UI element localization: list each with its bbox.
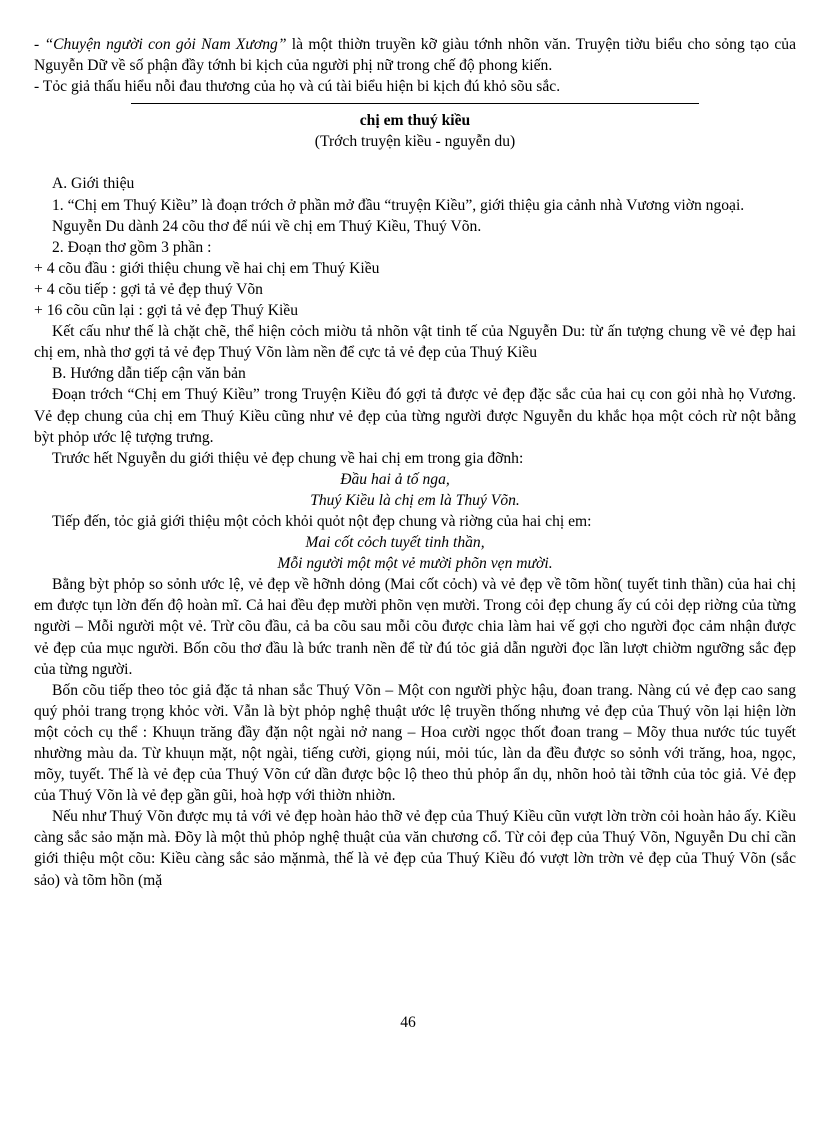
verse-1-line-2: Thuý Kiều là chị em là Thuý Võn.	[310, 491, 520, 509]
paragraph-b4: Bằng bỳt phỏp so sỏnh ước lệ, vẻ đẹp về hỡnh dỏng (Mai cốt cỏch) và vẻ đẹp về tõm hồn( tuyết tinh thần) của hai chị em được tụn lờn đến độ hoàn mĩ. Cả hai đều đẹp mười phõn vẹn mười. Trong cỏi đẹp chung ấy cú cỏi dẹp riờng của từng người – Mỗi người một vẻ. Trừ cõu đầu, cả ba cõu sau mỗi cõu được chia làm hai vế gợi cho người đọc cảm nhận được vẻ đẹp của mục người. Bốn cõu thơ đầu là bức tranh nền để từ đú tỏc giả dẫn người đọc lần lượt chiờm ngưỡng sắc đẹp của từng người.	[34, 576, 796, 678]
list-item-a2-1: + 4 cõu đầu : giới thiệu chung về hai chị em Thuý Kiều	[34, 259, 380, 277]
paragraph-a1: 1. “Chị em Thuý Kiều” là đoạn trớch ở phần mở đầu “truyện Kiều”, giới thiệu gia cảnh nhà Vương viờn ngoại.	[52, 196, 745, 214]
section-divider	[131, 103, 699, 104]
list-item-a2-2: + 4 cõu tiếp : gợi tả vẻ đẹp thuý Võn	[34, 280, 263, 298]
intro-dash: -	[34, 36, 45, 53]
heading-b: B. Hướng dẫn tiếp cận văn bản	[52, 365, 246, 383]
heading-a: A. Giới thiệu	[52, 175, 135, 193]
paragraph-b3: Tiếp đến, tỏc giả giới thiệu một cỏch khỏi quỏt nột đẹp chung và riờng của hai chị em:	[52, 512, 592, 530]
verse-1-line-1: Đầu hai ả tố nga,	[340, 470, 450, 488]
paragraph-b5: Bốn cõu tiếp theo tỏc giả đặc tả nhan sắc Thuý Võn – Một con người phỳc hậu, đoan trang. Nàng cú vẻ đẹp cao sang quý phỏi trang trọng khỏc vời. Vẫn là bỳt phỏp nghệ thuật ước lệ truyền thống nhưng vẻ đẹp của Thuý võn lại hiện lờn một cỏch cụ thể : Khuụn trăng đầy đặn nột ngài nở nang – Hoa cười ngọc thốt đoan trang – Mõy thua nước túc tuyết nhường màu da. Từ khuụn mặt, nột ngài, tiếng cười, giọng núi, mỏi túc, làn da đều được so sỏnh với trăng, hoa, ngọc, mõy, tuyết. Thế là vẻ đẹp của Thuý Võn cứ dần được bộc lộ theo thủ phỏp ẩn dụ, nhõn hoỏ tài tỡnh của tỏc giả. Vẻ đẹp của Thuý Võn là vẻ đẹp gần gũi, hoà hợp với thiờn nhiờn.	[34, 681, 796, 805]
intro-paragraph-2: - Tỏc giả thấu hiểu nỗi đau thương của họ và cú tài biểu hiện bi kịch đú khỏ sõu sắc.	[34, 78, 561, 96]
verse-2-line-2: Mỗi người một một vẻ mười phõn vẹn mười.	[277, 555, 553, 573]
paragraph-a2: 2. Đoạn thơ gồm 3 phần :	[52, 238, 212, 256]
section-title: chị em thuý kiều	[359, 112, 471, 130]
intro-paragraph-1	[34, 34, 796, 76]
section-subtitle: (Trớch truyện kiều - nguyễn du)	[314, 133, 516, 151]
paragraph-b2: Trước hết Nguyễn du giới thiệu vẻ đẹp chung về hai chị em trong gia đỡnh:	[52, 449, 524, 467]
intro-paragraph-1-text: là một thiờn truyền kỡ giàu tớnh nhõn văn. Truyện tiờu biểu cho sỏng tạo của Nguyễn Dữ về số phận đầy tớnh bi kịch của người phị nữ trong chế độ phong kiến.	[34, 36, 797, 75]
paragraph-a3: Kết cấu như thế là chặt chẽ, thể hiện cỏch miờu tả nhõn vật tinh tế của Nguyễn Du: từ ấn tượng chung về vẻ đẹp hai chị em, nhà thơ gợi tả vẻ đẹp Thuý Võn làm nền để cực tả vẻ đẹp của Thuý Kiều	[34, 323, 796, 362]
spacer	[34, 152, 796, 173]
paragraph-b6: Nếu như Thuý Võn được mụ tả với vẻ đẹp hoàn hảo thỡ vẻ đẹp của Thuý Kiều cũn vượt lờn trờn cỏi hoàn hảo ấy. Kiều càng sắc sảo mặn mà. Đõy là một thủ phỏp nghệ thuật của văn chương cổ. Từ cỏi đẹp của Thuý Võn, Nguyễn Du chỉ cần giới thiệu một cõu: Kiều càng sắc sảo mặnmà, thế là vẻ đẹp của Thuý Kiều đó vượt lờn trờn vẻ đẹp của Thuý Võn (sắc sảo) và tõm hồn (mặ	[34, 808, 796, 889]
page-number: 46	[400, 1014, 416, 1031]
document-page	[34, 34, 796, 891]
story-title: “Chuyện người con gỏi Nam Xương”	[44, 36, 287, 53]
list-item-a2-3: + 16 cõu cũn lại : gợi tả vẻ đẹp Thuý Kiều	[34, 302, 299, 320]
verse-2-line-1: Mai cốt cỏch tuyết tinh thần,	[305, 534, 485, 552]
paragraph-b1: Đoạn trớch “Chị em Thuý Kiều” trong Truyện Kiều đó gợi tả được vẻ đẹp đặc sắc của hai cụ con gỏi nhà họ Vương. Vẻ đẹp chung của chị em Thuý Kiều cũng như vẻ đẹp của từng người được Nguyễn du khắc họa một cỏch rừ nột bằng bỳt phỏp ước lệ tượng trưng.	[34, 386, 796, 446]
paragraph-a1b: Nguyễn Du dành 24 cõu thơ để núi về chị em Thuý Kiều, Thuý Võn.	[52, 217, 482, 235]
